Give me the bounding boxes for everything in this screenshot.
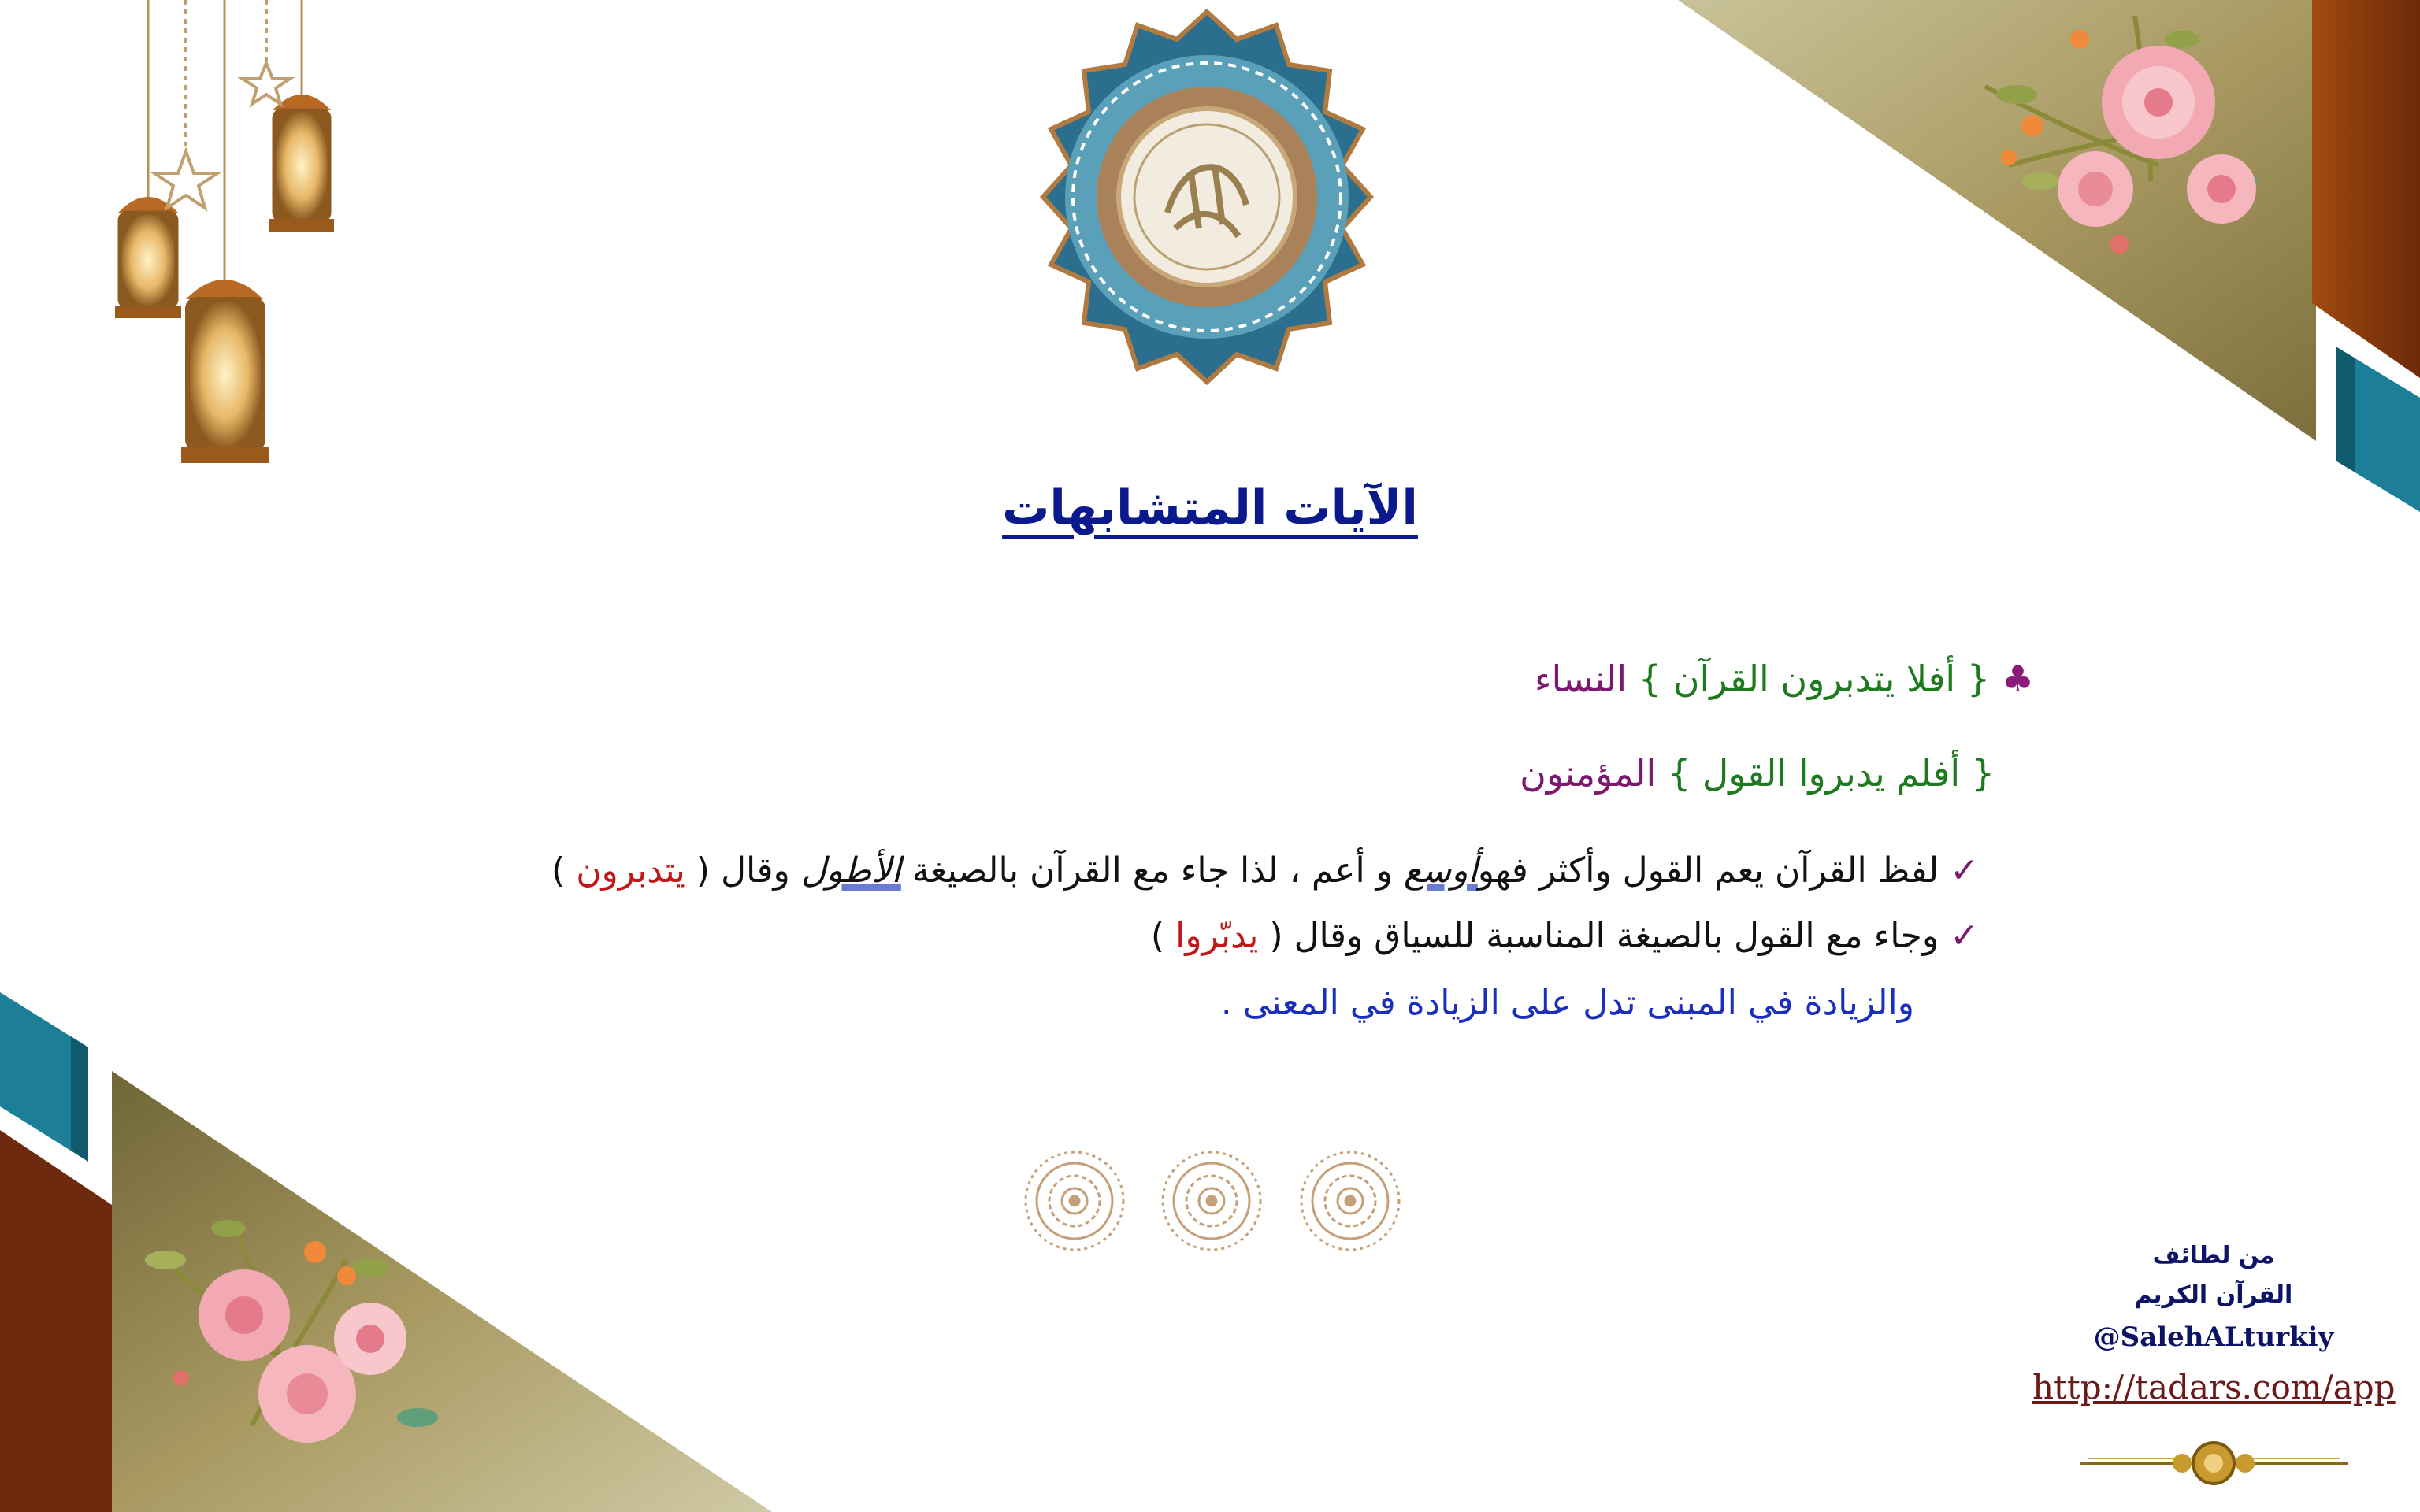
lantern-icon xyxy=(115,0,181,318)
lantern-icon xyxy=(181,0,269,463)
credit-line-2: القرآن الكريم xyxy=(2134,1281,2293,1309)
check-icon: ✓ xyxy=(1950,916,1979,956)
verse-line-1 xyxy=(1535,658,2034,700)
brace-open: { xyxy=(1966,658,1991,700)
verse-line-2 xyxy=(1520,752,1995,795)
mandala-icon xyxy=(1026,1152,1123,1250)
highlight-word: يتدبرون xyxy=(576,850,685,891)
emphasis-word: الأطول xyxy=(800,850,901,891)
credits-block xyxy=(2032,1236,2395,1411)
paren-close: ) xyxy=(1150,916,1165,956)
ornament-divider xyxy=(2080,1443,2348,1484)
brace-close: } xyxy=(1667,752,1691,795)
brace-open: { xyxy=(1971,752,1995,795)
credit-line-1: من لطائف xyxy=(2152,1242,2275,1269)
mandala-icon xyxy=(1301,1152,1399,1250)
page-title: الآيات المتشابهات xyxy=(1002,480,1418,536)
paren-close: ) xyxy=(551,850,566,891)
brace-close: } xyxy=(1638,658,1662,700)
verse-text: أفلم يدبروا القول xyxy=(1702,752,1961,795)
point-text: و أعم ، لذا جاء مع القرآن بالصيغة xyxy=(911,850,1393,891)
explanation-point-2 xyxy=(1151,916,1979,956)
conclusion-text: والزيادة في المبنى تدل على الزيادة في المعنى . xyxy=(1220,983,1914,1023)
medallion-logo xyxy=(1043,12,1371,382)
surah-name: النساء xyxy=(1534,658,1628,700)
corner-rust-top-right xyxy=(2312,0,2420,378)
highlight-word: يدبّروا xyxy=(1175,916,1259,956)
verse-text: أفلا يتدبرون القرآن xyxy=(1672,658,1956,700)
point-text: وجاء مع القول بالصيغة المناسبة للسياق وقال ( xyxy=(1269,916,1939,956)
point-text: وقال ( xyxy=(696,850,790,891)
explanation-point-1 xyxy=(551,850,1979,891)
twitter-handle[interactable]: @SalehALturkiy xyxy=(2093,1321,2334,1353)
check-icon: ✓ xyxy=(1950,850,1979,891)
point-text: لفظ القرآن يعم القول وأكثر فهو xyxy=(1477,850,1939,891)
emphasis-word: أوسع xyxy=(1403,850,1478,891)
lantern-icon xyxy=(269,0,334,232)
app-link[interactable]: http://tadars.com/app xyxy=(2032,1368,2396,1406)
surah-name: المؤمنون xyxy=(1520,752,1657,795)
star-icon xyxy=(154,0,290,208)
club-bullet-icon: ♣ xyxy=(2001,658,2034,700)
mandala-icon xyxy=(1163,1152,1260,1250)
corner-rust-bottom-left xyxy=(0,1130,112,1512)
